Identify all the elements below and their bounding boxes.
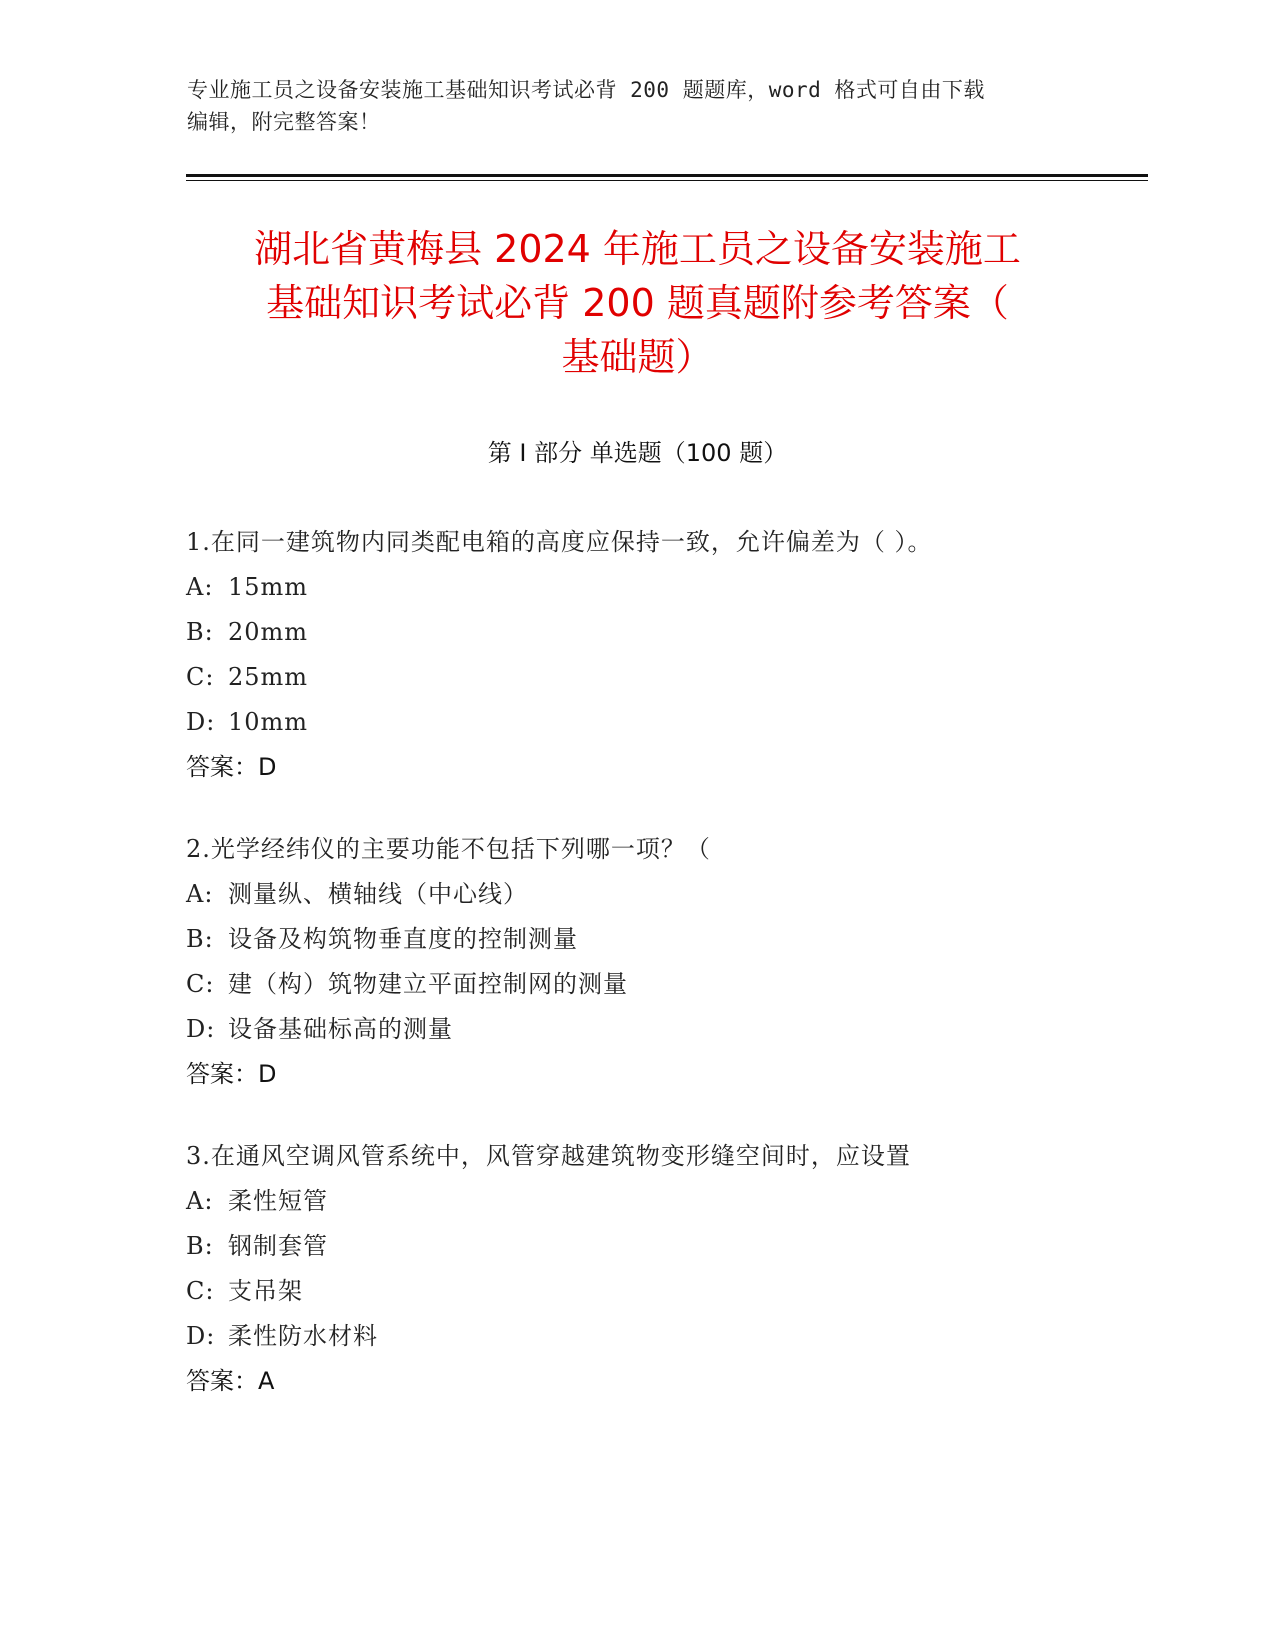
option-text: 设备基础标高的测量	[228, 1015, 453, 1043]
option-d	[186, 1007, 1086, 1052]
section-heading: 第 I 部分 单选题（100 题）	[487, 439, 788, 467]
question-2	[186, 827, 1086, 1097]
question-stem: 3.在通风空调风管系统中，风管穿越建筑物变形缝空间时，应设置	[186, 1142, 911, 1170]
option-letter: B:	[186, 925, 214, 953]
title-line-3: 基础题）	[561, 335, 714, 379]
option-letter: C:	[186, 663, 215, 691]
answer-text: 答案：D	[186, 1060, 277, 1088]
title-line-2: 基础知识考试必背 200 题真题附参考答案（	[266, 281, 1009, 325]
option-text: 10mm	[228, 708, 309, 736]
option-text: 钢制套管	[228, 1232, 328, 1260]
header-divider-thin	[186, 180, 1148, 181]
option-text: 测量纵、横轴线（中心线）	[228, 880, 528, 908]
title-line-1: 湖北省黄梅县 2024 年施工员之设备安装施工	[254, 227, 1021, 271]
option-letter: A:	[186, 573, 214, 601]
option-c	[186, 962, 1086, 1007]
option-text: 建（构）筑物建立平面控制网的测量	[228, 970, 628, 998]
option-d	[186, 700, 1086, 745]
question-1	[186, 520, 1086, 790]
option-letter: C:	[186, 1277, 215, 1305]
option-a	[186, 1179, 1086, 1224]
document-title	[160, 222, 1115, 384]
option-a	[186, 565, 1086, 610]
option-letter: D:	[186, 1322, 216, 1350]
option-text: 15mm	[228, 573, 309, 601]
option-letter: B:	[186, 618, 214, 646]
answer-text: 答案：D	[186, 753, 277, 781]
option-text: 20mm	[228, 618, 309, 646]
option-letter: A:	[186, 1187, 214, 1215]
option-text: 支吊架	[228, 1277, 303, 1305]
header-note	[187, 74, 1087, 138]
option-c	[186, 1269, 1086, 1314]
option-letter: B:	[186, 1232, 214, 1260]
header-divider-thick	[186, 174, 1148, 177]
option-letter: C:	[186, 970, 215, 998]
header-note-line-1: 专业施工员之设备安装施工基础知识考试必背 200 题题库，word 格式可自由下载	[187, 78, 985, 102]
option-text: 设备及构筑物垂直度的控制测量	[228, 925, 578, 953]
option-a	[186, 872, 1086, 917]
option-d	[186, 1314, 1086, 1359]
option-b	[186, 1224, 1086, 1269]
question-stem: 2.光学经纬仪的主要功能不包括下列哪一项？（	[186, 835, 711, 863]
option-letter: A:	[186, 880, 214, 908]
option-letter: D:	[186, 708, 216, 736]
option-text: 25mm	[228, 663, 309, 691]
option-text: 柔性短管	[228, 1187, 328, 1215]
question-stem: 1.在同一建筑物内同类配电箱的高度应保持一致，允许偏差为（ ）。	[186, 528, 933, 556]
option-b	[186, 610, 1086, 655]
option-text: 柔性防水材料	[228, 1322, 378, 1350]
option-b	[186, 917, 1086, 962]
header-note-line-2: 编辑，附完整答案！	[187, 110, 381, 134]
option-letter: D:	[186, 1015, 216, 1043]
question-3	[186, 1134, 1086, 1404]
option-c	[186, 655, 1086, 700]
answer-text: 答案：A	[186, 1367, 275, 1395]
question-list	[186, 520, 1086, 1441]
